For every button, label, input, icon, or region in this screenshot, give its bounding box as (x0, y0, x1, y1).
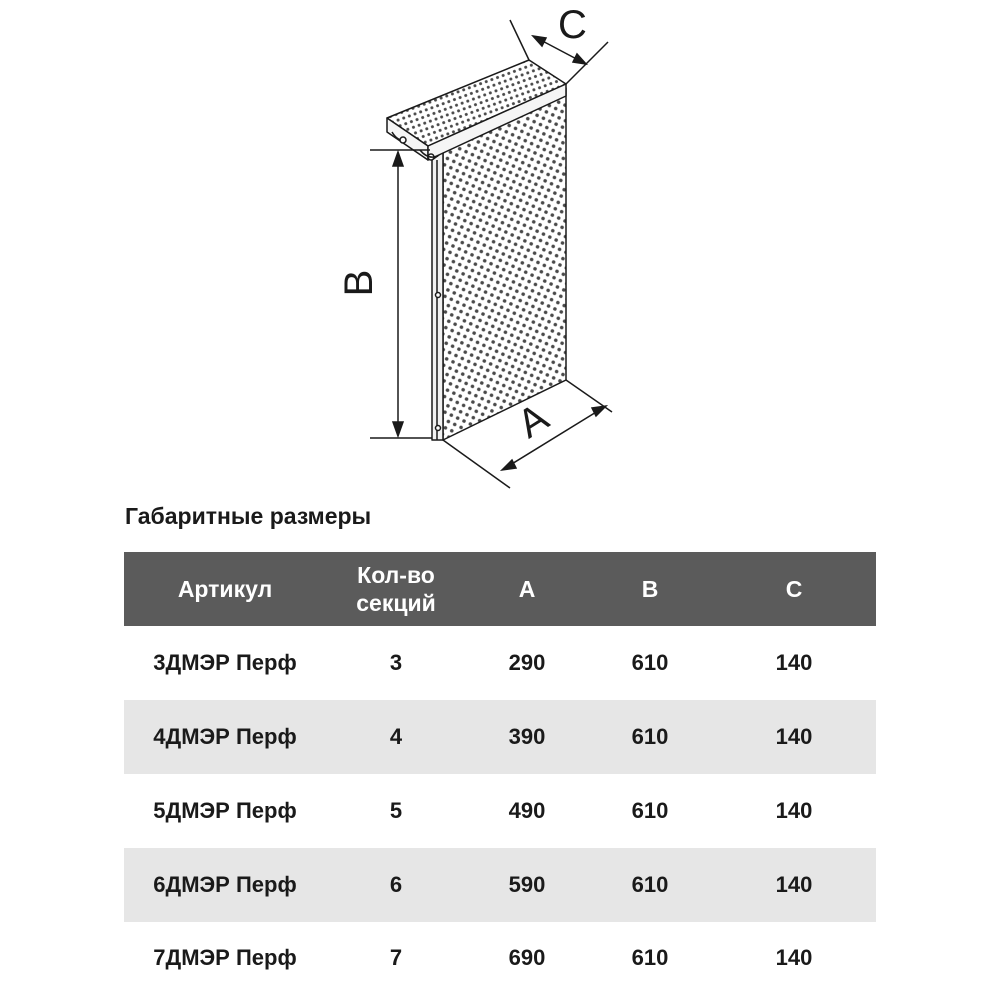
dimension-c-label: C (558, 3, 587, 47)
cell-sections: 5 (389, 798, 403, 823)
cell-article: 6ДМЭР Перф (124, 848, 326, 922)
header-b: B (588, 552, 712, 626)
header-sections-line2: секций (356, 590, 436, 616)
cell-c: 140 (775, 945, 813, 970)
table-row (124, 700, 876, 774)
cell-b: 610 (588, 700, 712, 774)
cell-a: 690 (508, 945, 546, 970)
header-article: Артикул (124, 552, 326, 626)
screen-body (387, 60, 566, 440)
cell-article: 7ДМЭР Перф (153, 945, 297, 970)
cell-sections: 3 (389, 650, 403, 675)
cell-a: 390 (466, 700, 588, 774)
cell-b: 610 (588, 848, 712, 922)
cell-article: 4ДМЭР Перф (124, 700, 326, 774)
dimensions-table (124, 552, 876, 994)
cell-a: 290 (508, 650, 546, 675)
cell-b: 610 (631, 945, 669, 970)
table-row (124, 848, 876, 922)
table-row (124, 626, 876, 700)
cell-b: 610 (631, 650, 669, 675)
table-row (124, 922, 876, 994)
cell-a: 590 (466, 848, 588, 922)
cell-c: 140 (775, 650, 813, 675)
table-header-row (124, 552, 876, 626)
table-row (124, 774, 876, 848)
cell-c: 140 (712, 848, 876, 922)
dimension-b-label: B (337, 269, 381, 297)
header-sections (326, 552, 466, 626)
cell-c: 140 (712, 700, 876, 774)
cell-a: 490 (508, 798, 546, 823)
cell-article: 5ДМЭР Перф (153, 798, 297, 823)
header-a: A (466, 552, 588, 626)
cell-sections: 7 (389, 945, 403, 970)
cell-b: 610 (631, 798, 669, 823)
cell-article: 3ДМЭР Перф (153, 650, 297, 675)
section-title: Габаритные размеры (125, 503, 372, 529)
cell-c: 140 (775, 798, 813, 823)
cell-sections: 6 (326, 848, 466, 922)
header-sections-line1: Кол-во (357, 562, 435, 588)
header-c: C (712, 552, 876, 626)
dimension-a-label: A (510, 395, 557, 447)
cell-sections: 4 (326, 700, 466, 774)
